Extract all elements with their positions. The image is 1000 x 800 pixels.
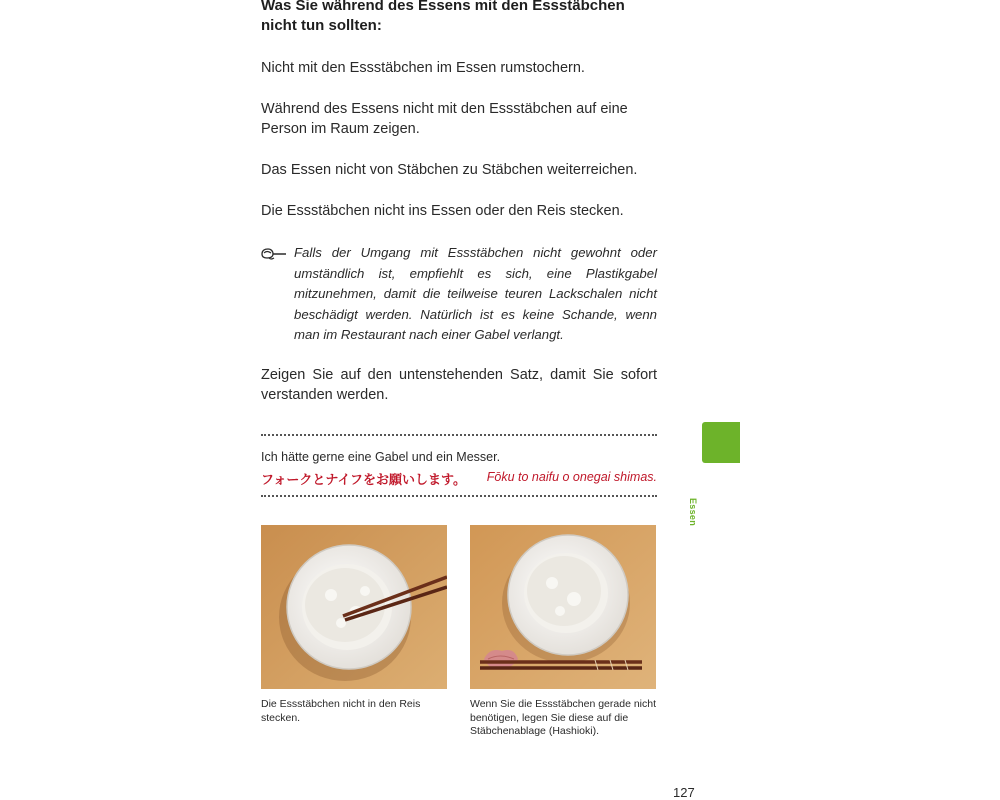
rule-no-sticking: Die Essstäbchen nicht ins Essen oder den Reis stecken. (261, 203, 624, 219)
chapter-tab[interactable] (702, 422, 740, 463)
rule-no-poking: Nicht mit den Essstäbchen im Essen rumstochern. (261, 60, 585, 76)
photo-chopsticks-on-rest (470, 525, 656, 689)
tip-note: Falls der Umgang mit Essstäbchen nicht gewohnt oder umständlich ist, empfiehlt es sich, eine Plastikgabel mitzunehmen, damit die teilweise teuren Lackschalen nicht beschädigt werden. Natürlich ist es keine Schande, wenn man im Restaurant nach einer Gabel verlangt. (294, 245, 657, 342)
photo-chopsticks-in-rice (261, 525, 447, 689)
rule-no-passing: Das Essen nicht von Stäbchen zu Stäbchen weiterreichen. (261, 162, 638, 178)
page-number: 127 (673, 785, 695, 800)
photo-caption-left: Die Essstäbchen nicht in den Reis stecken. (261, 698, 421, 724)
photo-caption-right: Wenn Sie die Essstäbchen gerade nicht benötigen, legen Sie diese auf die Stäbchenablage (Hashioki). (470, 698, 657, 737)
section-heading: Was Sie während des Essens mit den Essstäbchen nicht tun sollten: (261, 0, 625, 34)
pointing-hand-icon (261, 247, 287, 261)
phrase-japanese: フォークとナイフをお願いします。 (261, 472, 467, 487)
phrase-german: Ich hätte gerne eine Gabel und ein Messer. (261, 450, 501, 464)
chapter-tab-label: Essen (688, 498, 698, 527)
rule-no-pointing: Während des Essens nicht mit den Essstäbchen auf eine Person im Raum zeigen. (261, 101, 628, 137)
dotted-divider-bottom (261, 495, 657, 497)
phrase-romaji: Fōku to naifu o onegai shimas. (486, 470, 657, 484)
dotted-divider-top (261, 434, 657, 436)
show-phrase-instruction: Zeigen Sie auf den untenstehenden Satz, damit Sie sofort verstanden werden. (261, 367, 657, 403)
